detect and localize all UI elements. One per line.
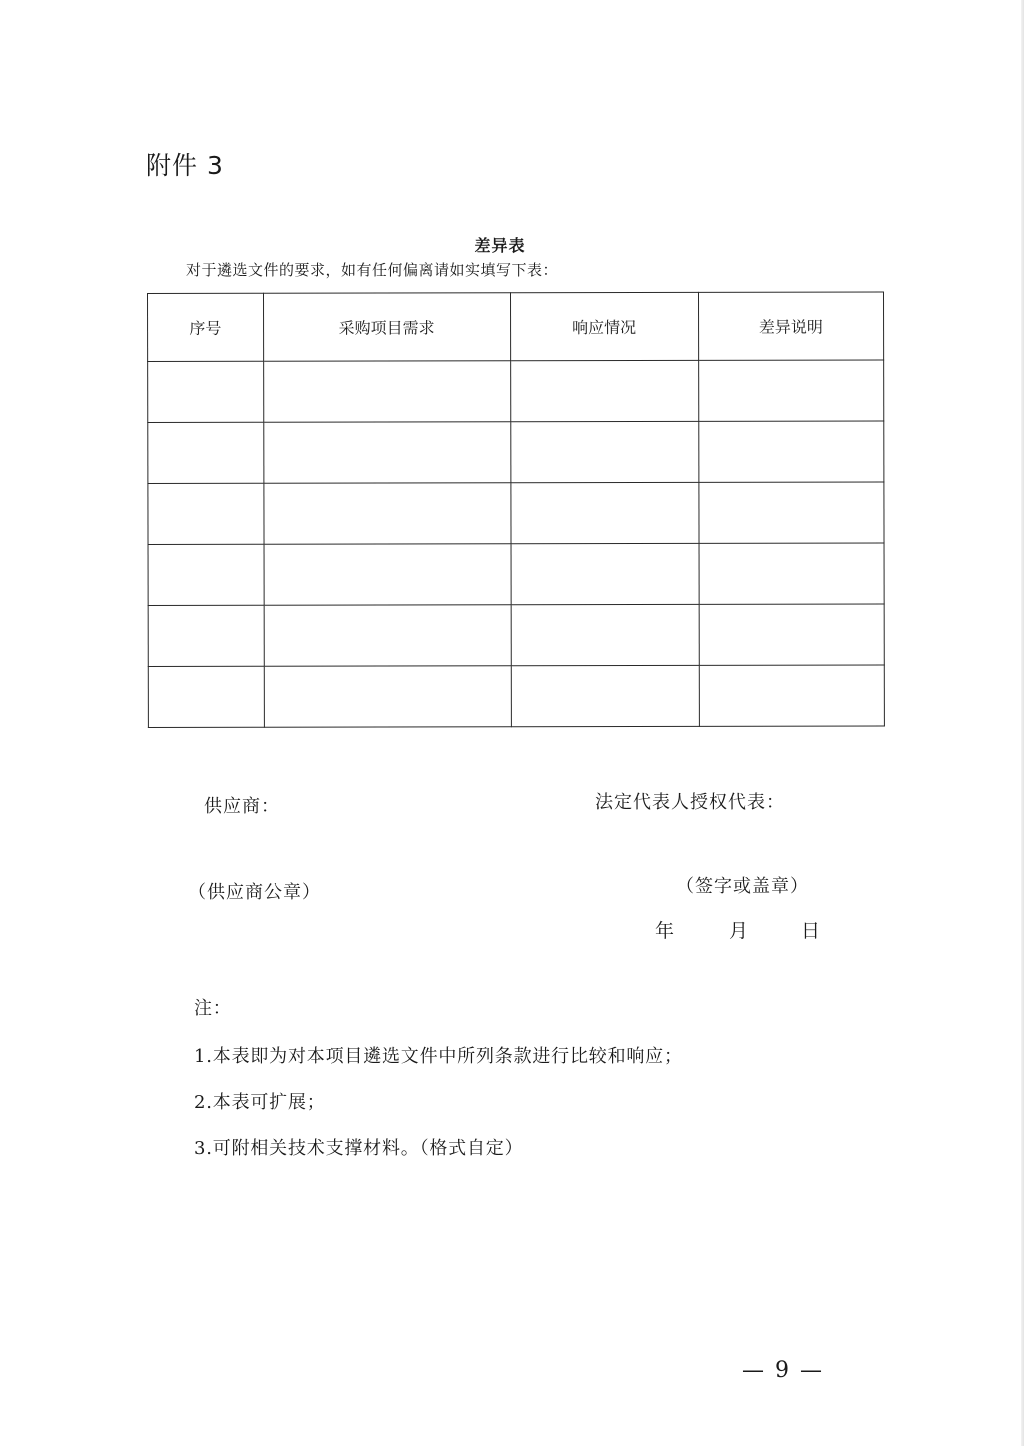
table-cell[interactable] xyxy=(511,604,699,665)
table-cell[interactable] xyxy=(148,483,264,544)
table-row xyxy=(148,665,884,728)
table-row xyxy=(148,421,884,484)
table-cell[interactable] xyxy=(511,665,699,726)
sign-or-seal-label: （签字或盖章） xyxy=(676,876,809,897)
table-cell[interactable] xyxy=(698,360,883,421)
table-cell[interactable] xyxy=(510,421,698,482)
table-cell[interactable] xyxy=(148,666,264,727)
table-cell[interactable] xyxy=(148,361,264,422)
table-cell[interactable] xyxy=(264,666,511,728)
note-item: 2.本表可扩展； xyxy=(194,1092,326,1113)
table-title: 差异表 xyxy=(474,236,526,255)
table-cell[interactable] xyxy=(264,544,511,606)
table-cell[interactable] xyxy=(511,543,699,604)
note-item: 3.可附相关技术支撑材料。（格式自定） xyxy=(194,1138,524,1159)
page-number: — 9 — xyxy=(742,1358,824,1383)
table-cell[interactable] xyxy=(263,483,510,545)
authorized-representative-label: 法定代表人授权代表： xyxy=(595,792,785,813)
date-year-label: 年 xyxy=(655,920,675,942)
table-cell[interactable] xyxy=(148,544,264,605)
attachment-label: 附件 3 xyxy=(146,151,224,180)
notes-heading: 注： xyxy=(194,998,232,1019)
table-cell[interactable] xyxy=(699,482,884,543)
table-cell[interactable] xyxy=(699,543,884,604)
note-item: 1.本表即为对本项目遴选文件中所列条款进行比较和响应； xyxy=(194,1046,683,1067)
table-row xyxy=(148,360,884,423)
header-response: 响应情况 xyxy=(510,292,698,360)
table-cell[interactable] xyxy=(148,605,264,666)
table-row xyxy=(148,604,884,667)
table-cell[interactable] xyxy=(263,361,510,423)
date-month-label: 月 xyxy=(729,920,749,942)
difference-table xyxy=(147,291,885,728)
table-intro: 对于遴选文件的要求，如有任何偏离请如实填写下表： xyxy=(186,261,559,279)
table-cell[interactable] xyxy=(699,604,884,665)
table-cell[interactable] xyxy=(148,422,264,483)
table-cell[interactable] xyxy=(699,665,884,726)
header-procurement-requirement: 采购项目需求 xyxy=(263,293,510,362)
supplier-label: 供应商： xyxy=(204,796,280,817)
table-cell[interactable] xyxy=(264,605,511,667)
supplier-seal-label: （供应商公章） xyxy=(188,882,321,903)
header-serial-number: 序号 xyxy=(148,293,264,361)
table-cell[interactable] xyxy=(510,360,698,421)
table-cell[interactable] xyxy=(510,482,698,543)
table-cell[interactable] xyxy=(698,421,883,482)
table-row xyxy=(148,543,884,606)
table-row xyxy=(148,482,884,545)
header-difference-description: 差异说明 xyxy=(698,292,883,360)
table-cell[interactable] xyxy=(263,422,510,484)
notes-section xyxy=(194,994,683,1172)
date-day-label: 日 xyxy=(801,920,821,942)
table-header-row xyxy=(148,292,884,362)
